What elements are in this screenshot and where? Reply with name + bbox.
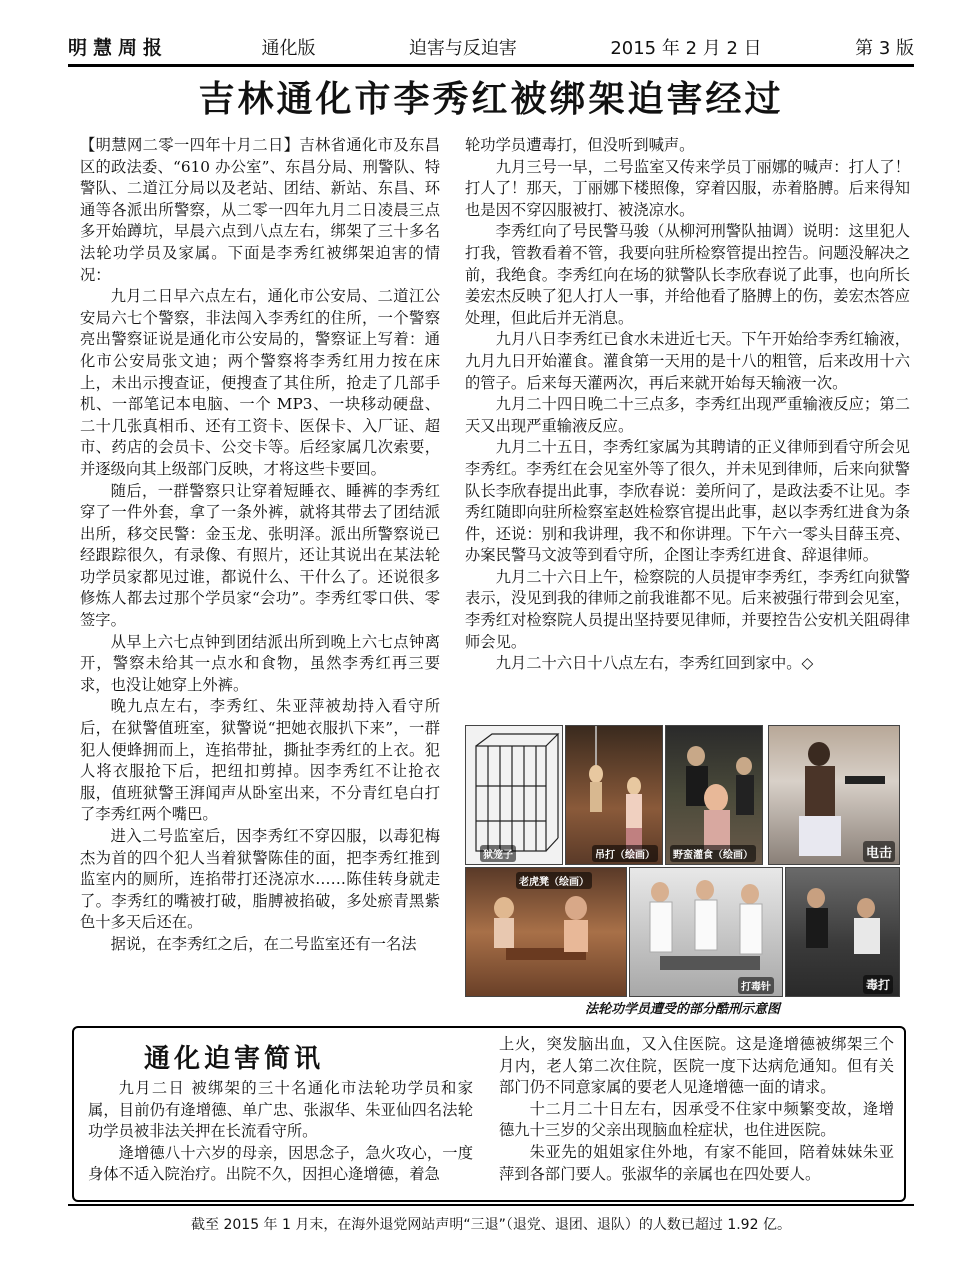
figure-label: 打毒针	[738, 977, 774, 994]
hanging-beating-illustration	[565, 725, 663, 865]
cage-drawing	[466, 726, 562, 864]
brief-paragraph: 朱亚先的姐姐家住外地，有家不能回，陪着妹妹朱亚萍到各部门要人。张淑华的亲属也在四处要人。	[499, 1142, 894, 1183]
brief-paragraph: 上火，突发脑出血，又入住医院。这是逄增德被绑架三个月内，老人第二次住院，医院一度下达病危通知。但有关部门仍不同意家属的要老人见逄增德一面的请求。	[499, 1035, 894, 1097]
poison-injection-illustration	[629, 867, 783, 997]
article-paragraph: 九月二十六日上午，检察院的人员提审李秀红，李秀红向狱警表示，没见到我的律师之前我谁都不见。后来被强行带到会见室，李秀红对检察院人员提出坚持要见律师，并要控告公安机关阻碍律师会见。	[465, 567, 910, 651]
article-title: 吉林通化市李秀红被绑架迫害经过	[198, 78, 784, 120]
article-column-left	[80, 135, 440, 956]
illustrations-caption: 法轮功学员遭受的部分酷刑示意图	[584, 1002, 780, 1017]
article-paragraph: 晚九点左右，李秀红、朱亚萍被劫持入看守所后，在狱警值班室，狱警说“把她衣服扒下来”，一群犯人便蜂拥而上，连掐带扯，撕扯李秀红的上衣。犯人将衣服抢下后，把纽扣剪掉。因李秀红不让抢衣服，值班狱警王湃闻声从卧室出来，不分青红皂白打了李秀红两个嘴巴。	[80, 697, 440, 824]
section-label: 迫害与反迫害	[408, 38, 517, 59]
article-paragraph: 从早上六七点钟到团结派出所到晚上六七点钟离开，警察未给其一点水和食物，虽然李秀红再三要求，也没让她穿上外裤。	[80, 632, 440, 694]
electric-shock-illustration	[768, 725, 900, 865]
article-paragraph: 据说，在李秀红之后，在二号监室还有一名法	[110, 934, 417, 953]
brief-paragraph: 十二月二十日左右，因承受不住家中频繁变故，逄增德九十三岁的父亲出现脑血栓症状，也住进医院。	[499, 1099, 894, 1140]
article-column-right	[465, 135, 910, 675]
edition-label: 通化版	[261, 38, 316, 59]
news-brief-box	[72, 1026, 906, 1202]
article-paragraph: 九月八日李秀红已食水未进近七天。下午开始给李秀红输液，九月九日开始灌食。灌食第一天用的是十八的粗管，后来改用十六的管子。后来每天灌两次，再后来就开始每天输液一次。	[465, 330, 910, 392]
article-paragraph: 【明慧网二零一四年十月二日】吉林省通化市及东昌区的政法委、“610 办公室”、东昌分局、刑警队、特警队、二道江分局以及老站、团结、新站、东昌、环通等各派出所警察，从二零一四年九月二日凌晨三点多开始蹲坑，早晨六点到八点左右，绑架了三十多名法轮功学员及家属。下面是李秀红被绑架迫害的情况：	[80, 136, 440, 284]
article-paragraph: 九月二日早六点左右，通化市公安局、二道江公安局六七个警察，非法闯入李秀红的住所，一个警察亮出警察证说是通化市公安局的，警察证上写着：通化市公安局张文迪；两个警察将李秀红用力按在床上，未出示搜查证，便搜查了其住所，抢走了几部手机、一部笔记本电脑、一个 MP3、一块移动硬盘、二十几张真相币、还有工资卡、医保卡、入厂证、超市、药店的会员卡、公交卡等。后经家属几次索要，并逐级向其上级部门反映，才将这些卡要回。	[80, 287, 440, 478]
brief-paragraph: 逄增德八十六岁的母亲，因思念子，急火攻心，一度身体不适入院治疗。出院不久，因担心逄增德，着急	[88, 1143, 473, 1184]
article-paragraph: 九月二十六日十八点左右，李秀红回到家中。◇	[495, 654, 814, 673]
article-paragraph: 随后，一群警察只让穿着短睡衣、睡裤的李秀红穿了一件外套，拿了一条外裤，就将其带去了团结派出所，移交民警：金玉龙、张明泽。派出所警察说已经跟踪很久，有录像、有照片，还让其说出在某法轮功学员家都见过谁，都说什么、干什么了。还说很多修炼人都去过那个学员家“会功”。李秀红零口供、零签字。	[80, 481, 440, 630]
article-paragraph: 轮功学员遭毒打，但没听到喊声。	[465, 136, 695, 154]
news-brief-column-left	[88, 1078, 473, 1186]
force-feeding-illustration	[665, 725, 763, 865]
force-feeding-figures	[666, 726, 762, 864]
article-paragraph: 李秀红向了号民警马骏（从柳河刑警队抽调）说明：这里犯人打我，管教看着不管，我要向驻所检察管提出控告。问题没解决之前，我绝食。李秀红向在场的狱警队长李欣春说了此事，也向所长姜宏杰反映了犯人打人一事，并给他看了胳膊上的伤，姜宏杰答应处理，但此后并无消息。	[465, 222, 910, 327]
figure-label: 吊打（绘画）	[592, 845, 658, 862]
page-header	[68, 30, 914, 67]
news-brief-title: 通化迫害简讯	[144, 1044, 325, 1074]
article-paragraph: 九月二十五日，李秀红家属为其聘请的正义律师到看守所会见李秀红。李秀红在会见室外等了很久，并未见到律师，后来向狱警队长李欣春提出此事，李欣春说：姜所问了，是政法委不让见。李秀红随即向驻所检察室赵姓检察官提出此事，赵以李秀红进食为条件，还说：别和我讲理，我不和你讲理。下午六一零头目薛玉亮、办案民警马文波等到看守所，企图让李秀红进食、辞退律师。	[465, 438, 910, 565]
page-number: 第 3 版	[855, 38, 914, 59]
issue-date: 2015 年 2 月 2 日	[610, 38, 762, 59]
figure-label: 老虎凳（绘画）	[516, 872, 592, 889]
article-paragraph: 九月三号一早，二号监室又传来学员丁丽娜的喊声：打人了！打人了！那天，丁丽娜下楼照像，穿着囚服，赤着胳膊。后来得知也是因不穿囚服被打、被浇凉水。	[465, 157, 910, 219]
beating-illustration	[785, 867, 900, 997]
tiger-bench-illustration	[465, 867, 627, 997]
article-paragraph: 进入二号监室后，因李秀红不穿囚服，以毒犯梅杰为首的四个犯人当着狱警陈佳的面，把李秀红推到监室内的厕所，连掐带打还浇凉水……陈佳转身就走了。李秀红的嘴被打破，脂膊被掐破，多处瘀青黑紫色十多天后还在。	[80, 827, 440, 932]
brief-paragraph: 九月二日 被绑架的三十名通化市法轮功学员和家属，目前仍有逄增德、单广忠、张淑华、朱亚仙四名法轮功学员被非法关押在长流看守所。	[88, 1079, 473, 1141]
newspaper-name: 明慧周报	[68, 37, 169, 59]
figure-label: 电击	[863, 841, 895, 862]
page-footer: 截至 2015 年 1 月末，在海外退党网站声明“三退”（退党、退团、退队）的人数已超过 1.92 亿。	[68, 1204, 914, 1234]
figure-label: 毒打	[863, 975, 893, 994]
figure-label: 野蛮灌食（绘画）	[670, 845, 756, 862]
torture-illustrations	[465, 725, 900, 995]
figure-label: 狱笼子	[480, 845, 516, 862]
news-brief-column-right	[499, 1034, 894, 1185]
hanging-figures	[566, 726, 662, 864]
cage-illustration	[465, 725, 563, 865]
article-paragraph: 九月二十四日晚二十三点多，李秀红出现严重输液反应；第二天又出现严重输液反应。	[465, 395, 910, 435]
